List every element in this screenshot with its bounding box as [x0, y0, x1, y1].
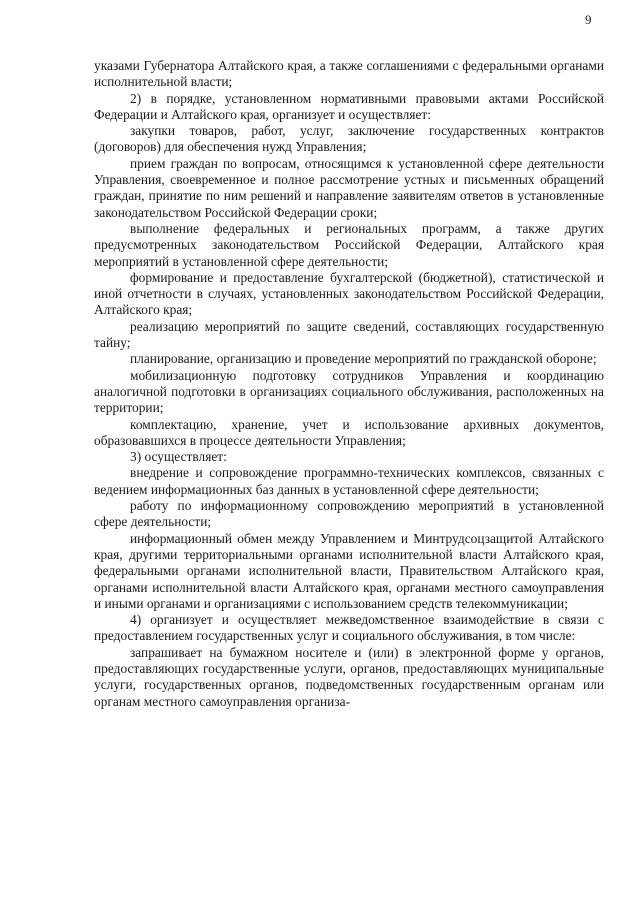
paragraph: прием граждан по вопросам, относящимся к установленной сфере деятельности Управления, своевременное и полное рассмотрение устных и письменных обращений граждан, принятие по ним решений и направление заявителям ответов в установленные законодательством Российской Федерации сроки; [94, 155, 604, 220]
paragraph: планирование, организацию и проведение мероприятий по гражданской обороне; [130, 351, 597, 367]
paragraph: внедрение и сопровождение программно-технических комплексов, связанных с ведением информационных баз данных в установленной сфере деятельности; [94, 465, 604, 497]
paragraph: закупки товаров, работ, услуг, заключение государственных контрактов (договоров) для обеспечения нужд Управления; [94, 123, 604, 155]
paragraph: 4) организует и осуществляет межведомственное взаимодействие в связи с предоставлением государственных услуг и социального обслуживания, в том числе: [94, 612, 604, 644]
paragraph: 3) осуществляет: [130, 449, 227, 465]
paragraph: выполнение федеральных и региональных программ, а также других предусмотренных законодательством Российской Федерации, Алтайского края мероприятий в установленной сфере деятельности; [94, 220, 604, 269]
paragraph: реализацию мероприятий по защите сведений, составляющих государственную тайну; [94, 318, 604, 351]
page-number: 9 [585, 12, 592, 27]
paragraph: указами Губернатора Алтайского края, а также соглашениями с федеральными органами исполнительной власти; [94, 58, 604, 90]
paragraph: запрашивает на бумажном носителе и (или) в электронной форме у органов, предоставляющих государственные услуги, органов, предоставляющих муниципальные услуги, государственных органов, подведомственных государственным органам или органам местного самоуправления организа- [94, 644, 604, 709]
paragraph: 2) в порядке, установленном нормативными правовыми актами Российской Федерации и Алтайского края, организует и осуществляет: [94, 90, 604, 122]
paragraph: информационный обмен между Управлением и Минтрудсоцзащитой Алтайского края, другими территориальными органами исполнительной власти Алтайского края, федеральными органами исполнительной власти, Правительством Алтайского края, органами исполнительной власти Алтайского края, органами местного самоуправления и иными органами и организациями с использованием средств телекоммуникации; [94, 530, 604, 611]
paragraph: формирование и предоставление бухгалтерской (бюджетной), статистической и иной отчетности в случаях, установленных законодательством Российской Федерации, Алтайского края; [94, 269, 604, 318]
paragraph: мобилизационную подготовку сотрудников Управления и координацию аналогичной подготовки в организациях социального обслуживания, расположенных на территории; [94, 367, 604, 416]
document-body [94, 58, 604, 710]
paragraph: работу по информационному сопровождению мероприятий в установленной сфере деятельности; [94, 498, 604, 530]
paragraph: комплектацию, хранение, учет и использование архивных документов, образовавшихся в процессе деятельности Управления; [94, 416, 604, 448]
